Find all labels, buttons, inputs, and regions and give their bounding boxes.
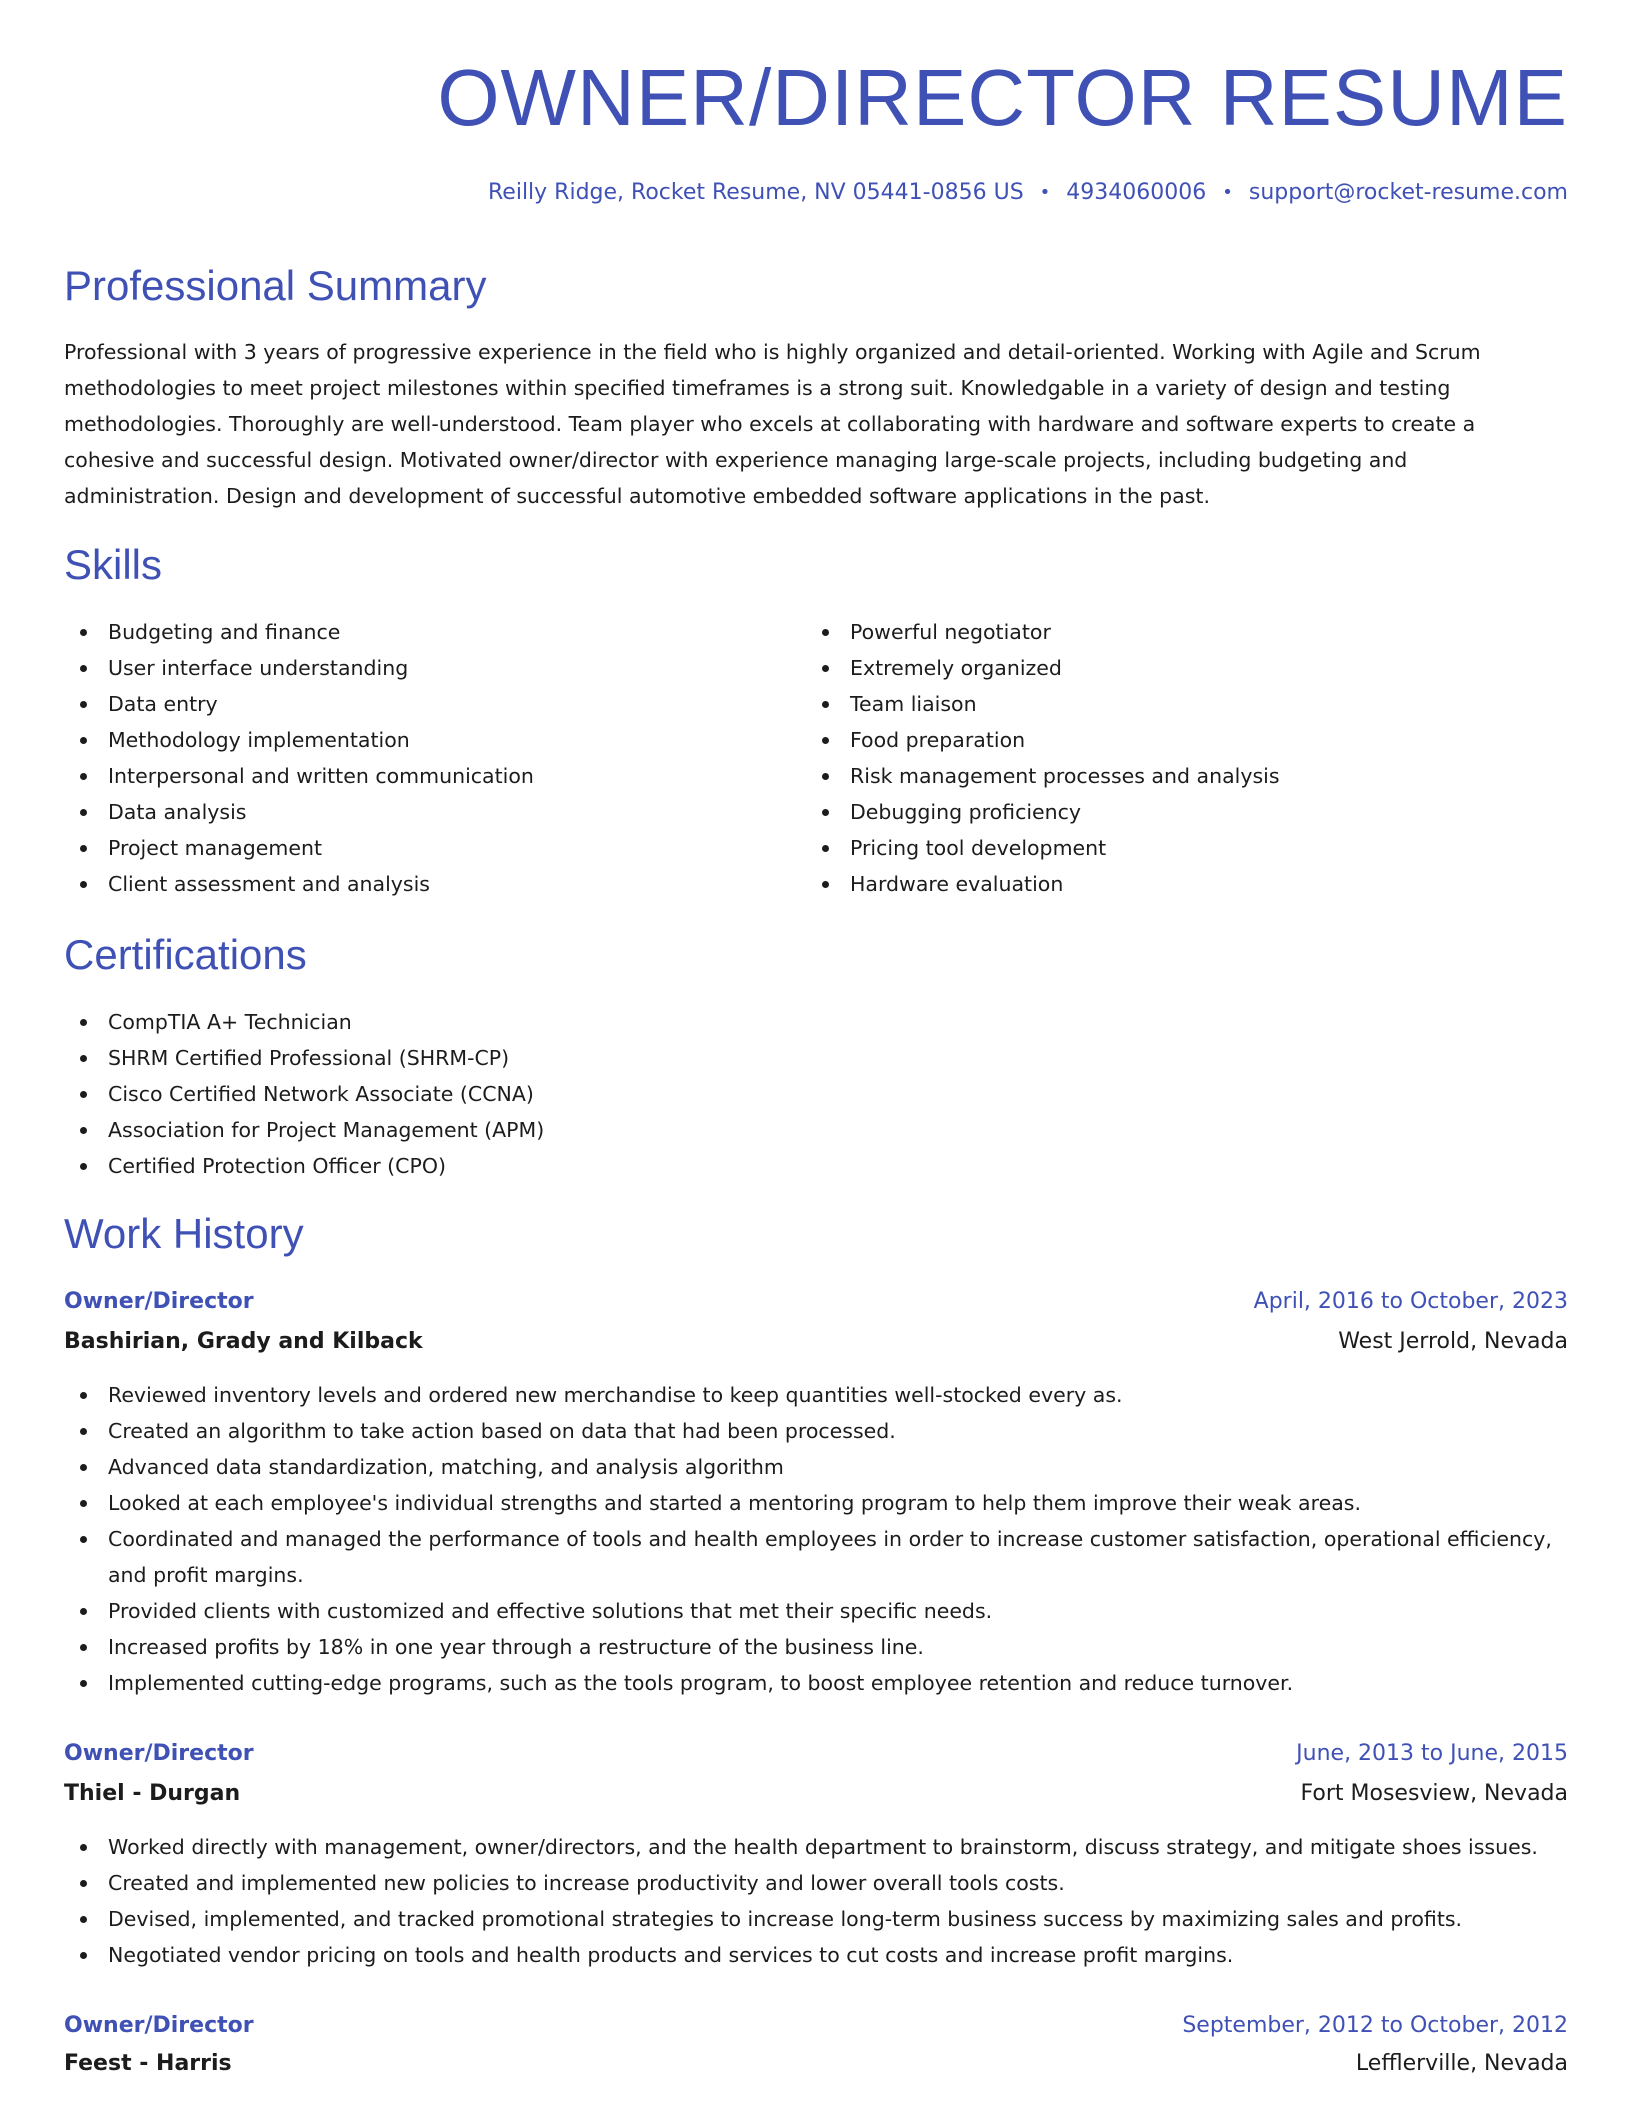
skill-item: Risk management processes and analysis: [806, 758, 1280, 794]
resume-title: OWNER/DIRECTOR RESUME: [437, 53, 1568, 142]
skill-item: Interpersonal and written communication: [64, 758, 534, 794]
job-bullet: Reviewed inventory levels and ordered new merchandise to keep quantities well-stocked every as.: [64, 1377, 1568, 1413]
job-title: Owner/Director: [64, 1289, 254, 1314]
skill-item: Food preparation: [806, 722, 1280, 758]
job-bullet: Looked at each employee's individual strengths and started a mentoring program to help them improve their weak areas.: [64, 1485, 1568, 1521]
job-location: Fort Mosesview, Nevada: [1300, 1781, 1568, 1806]
job-bullet: Advanced data standardization, matching, and analysis algorithm: [64, 1449, 1568, 1485]
job-bullet: Provided clients with customized and effective solutions that met their specific needs.: [64, 1593, 1568, 1629]
job-title: Owner/Director: [64, 1741, 254, 1766]
skills-heading: Skills: [64, 541, 163, 588]
skill-item: Budgeting and finance: [64, 614, 534, 650]
job-bullet: Implemented cutting-edge programs, such as the tools program, to boost employee retention and reduce turnover.: [64, 1665, 1568, 1701]
certifications-list: [64, 1004, 544, 1184]
job-bullet: Worked directly with management, owner/directors, and the health department to brainstorm, discuss strategy, and mitigate shoes issues.: [64, 1829, 1568, 1865]
skill-item: Powerful negotiator: [806, 614, 1280, 650]
job-bullet: Negotiated vendor pricing on tools and health products and services to cut costs and increase profit margins.: [64, 1937, 1568, 1973]
job-bullet: Increased profits by 18% in one year through a restructure of the business line.: [64, 1629, 1568, 1665]
certifications-heading: Certifications: [64, 931, 307, 978]
certification-item: Cisco Certified Network Associate (CCNA): [64, 1076, 544, 1112]
job-dates: September, 2012 to October, 2012: [1182, 2013, 1568, 2038]
job-bullet: Created and implemented new policies to increase productivity and lower overall tools costs.: [64, 1865, 1568, 1901]
certification-item: Association for Project Management (APM): [64, 1112, 544, 1148]
job-bullet: Coordinated and managed the performance of tools and health employees in order to increase customer satisfaction, operational efficiency, and profit margins.: [64, 1521, 1568, 1593]
skill-item: Pricing tool development: [806, 830, 1280, 866]
skill-item: Project management: [64, 830, 534, 866]
skill-item: Debugging proficiency: [806, 794, 1280, 830]
job-location: West Jerrold, Nevada: [1338, 1329, 1568, 1354]
contact-line: [488, 180, 1568, 205]
certification-item: Certified Protection Officer (CPO): [64, 1148, 544, 1184]
skill-item: Team liaison: [806, 686, 1280, 722]
job-dates: June, 2013 to June, 2015: [1296, 1741, 1568, 1766]
skills-list-right: [806, 614, 1280, 902]
summary-heading: Professional Summary: [64, 262, 487, 309]
work-history-heading: Work History: [64, 1210, 304, 1257]
job-company: Thiel - Durgan: [64, 1781, 241, 1806]
job-dates: April, 2016 to October, 2023: [1253, 1289, 1568, 1314]
contact-phone: 4934060006: [1066, 180, 1207, 205]
skill-item: Hardware evaluation: [806, 866, 1280, 902]
job-company: Bashirian, Grady and Kilback: [64, 1329, 423, 1354]
skill-item: Data entry: [64, 686, 534, 722]
job-title: Owner/Director: [64, 2013, 254, 2038]
certification-item: CompTIA A+ Technician: [64, 1004, 544, 1040]
job-bullet-list: [64, 1829, 1568, 1973]
skill-item: User interface understanding: [64, 650, 534, 686]
certification-item: SHRM Certified Professional (SHRM-CP): [64, 1040, 544, 1076]
contact-separator: •: [1222, 182, 1233, 203]
skill-item: Data analysis: [64, 794, 534, 830]
skills-list-left: [64, 614, 534, 902]
job-bullet: Devised, implemented, and tracked promotional strategies to increase long-term business success by maximizing sales and profits.: [64, 1901, 1568, 1937]
contact-email: support@rocket-resume.com: [1248, 180, 1568, 205]
job-location: Lefflerville, Nevada: [1355, 2051, 1568, 2076]
contact-address: Reilly Ridge, Rocket Resume, NV 05441-0856 US: [488, 180, 1024, 205]
contact-separator: •: [1039, 182, 1051, 203]
job-bullet-list: [64, 1377, 1568, 1701]
skill-item: Extremely organized: [806, 650, 1280, 686]
summary-text: Professional with 3 years of progressive experience in the field who is highly organized and detail-oriented. Working with Agile and Scrum methodologies to meet project milestones within specified timeframes is a strong suit. Knowledgable in a variety of design and testing methodologies. Thoroughly are well-understood. Team player who excels at collaborating with hardware and software experts to create a cohesive and successful design. Motivated owner/director with experience managing large-scale projects, including budgeting and administration. Design and development of successful automotive embedded software applications in the past.: [64, 340, 1481, 508]
job-bullet: Created an algorithm to take action based on data that had been processed.: [64, 1413, 1568, 1449]
job-company: Feest - Harris: [64, 2051, 232, 2076]
skill-item: Methodology implementation: [64, 722, 534, 758]
skill-item: Client assessment and analysis: [64, 866, 534, 902]
